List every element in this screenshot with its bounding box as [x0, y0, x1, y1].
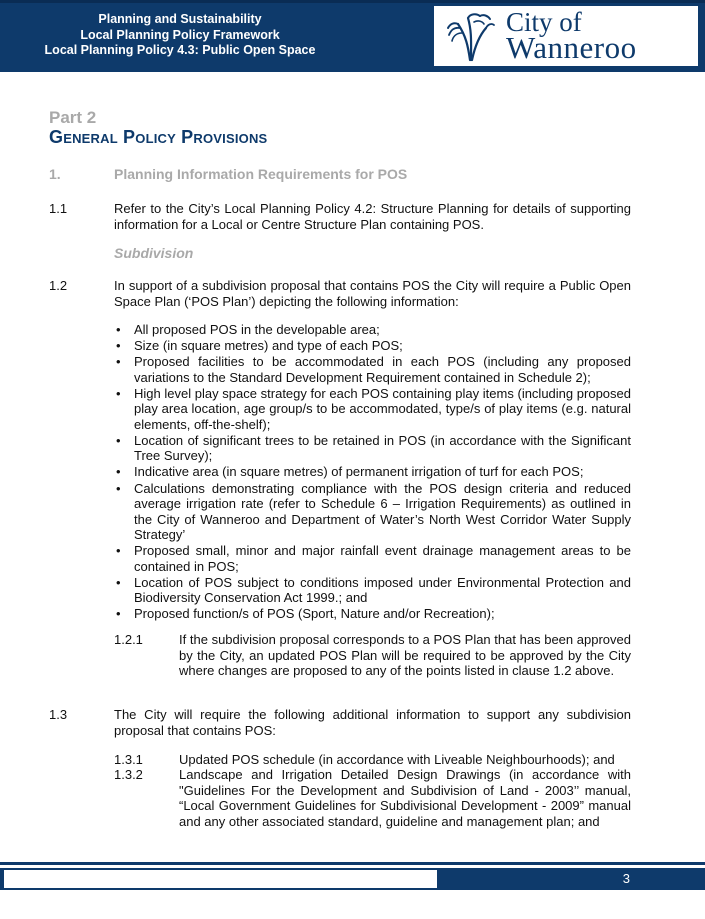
list-item	[114, 481, 631, 543]
swan-plume-logo-icon	[444, 10, 496, 62]
list-item-text: High level play space strategy for each POS containing play items (including proposed play area location, age group/s to be accommodated, type/s of play items (e.g. natural elements, off-the-shelf);	[134, 385, 631, 432]
bullet-icon: •	[116, 385, 121, 401]
list-item-text: Calculations demonstrating compliance with the POS design criteria and reduced average irrigation rate (refer to Schedule 6 – Irrigation Requirements) as outlined in the City of Wanneroo and Department of Water’s North West Corridor Water Supply Strategy’	[134, 480, 631, 543]
city-logo	[434, 6, 698, 66]
list-item-text: Proposed facilities to be accommodated in each POS (including any proposed variations to the Standard Development Requirement contained in Schedule 2);	[134, 354, 631, 385]
part-label: Part 2	[49, 108, 97, 127]
header-top-rule	[0, 0, 705, 3]
list-item-text: Location of POS subject to conditions imposed under Environmental Protection and Biodiversity Conservation Act 1999.; and	[134, 574, 631, 606]
list-item-text: Indicative area (in square metres) of permanent irrigation of turf for each POS;	[134, 464, 584, 480]
bullet-icon: •	[116, 322, 121, 337]
list-item	[114, 322, 631, 338]
clause-1-2-number: 1.2	[49, 278, 68, 293]
list-item-text: Location of significant trees to be retained in POS (in accordance with the Significant Tree Survey);	[134, 432, 631, 464]
clause-1-3-number: 1.3	[49, 707, 68, 722]
page-header	[0, 0, 705, 72]
list-item	[114, 575, 631, 606]
bullet-icon: •	[116, 480, 121, 496]
list-item-text: All proposed POS in the developable area;	[134, 322, 380, 337]
footer-panel	[4, 870, 437, 888]
list-item	[114, 433, 631, 464]
list-item-text: Proposed small, minor and major rainfall event drainage management areas to be contained in POS;	[134, 543, 631, 574]
bullet-icon: •	[116, 574, 121, 590]
header-titles	[0, 12, 360, 59]
header-line-policy: Local Planning Policy 4.3: Public Open Space	[44, 43, 316, 57]
list-item-text: Proposed function/s of POS (Sport, Nature and/or Recreation);	[134, 606, 495, 622]
bullet-icon: •	[116, 432, 121, 448]
clause-1-3-text: The City will require the following additional information to support any subdivision proposal that contains POS:	[114, 707, 631, 738]
logo-text-city-of: City of	[506, 7, 582, 37]
heading-1-text: Planning Information Requirements for POS	[114, 166, 408, 182]
bullet-icon: •	[116, 354, 121, 370]
clause-1-1-text: Refer to the City’s Local Planning Policy 4.2: Structure Planning for details of supporting information for a Local or Centre Structure Plan containing POS.	[114, 201, 631, 232]
header-line-department: Planning and Sustainability	[98, 12, 262, 26]
page-footer	[0, 868, 705, 890]
list-item	[114, 543, 631, 574]
bullet-icon: •	[116, 464, 121, 480]
clause-1-3-2-number: 1.3.2	[114, 767, 143, 782]
footer-rule	[0, 862, 705, 865]
clause-1-1-number: 1.1	[49, 201, 68, 216]
clause-1-2-1-text: If the subdivision proposal corresponds to a POS Plan that has been approved by the City, an updated POS Plan will be required to be approved by the City where changes are proposed to any of the points listed in clause 1.2 above.	[179, 632, 631, 678]
list-item-text: Size (in square metres) and type of each POS;	[134, 338, 403, 354]
clause-1-3-2-text: Landscape and Irrigation Detailed Design Drawings (in accordance with "Guidelines For the Development and Subdivision of Land - 2003’’ manual, “Local Government Guidelines for Subdivisional Development - 2009” manual and any other associated standard, guideline and management plan; and	[179, 767, 631, 829]
list-item	[114, 386, 631, 433]
logo-text-wanneroo: Wanneroo	[506, 30, 637, 65]
list-item	[114, 464, 631, 480]
bullet-icon: •	[116, 338, 121, 354]
clause-1-3-1-text: Updated POS schedule (in accordance with Liveable Neighbourhoods); and	[179, 752, 615, 767]
section-title: General Policy Provisions	[49, 127, 268, 147]
list-item	[114, 606, 631, 622]
list-item	[114, 354, 631, 385]
bullet-icon: •	[116, 606, 121, 622]
page-number: 3	[622, 871, 630, 886]
heading-1-number: 1.	[49, 166, 61, 182]
list-item	[114, 338, 631, 354]
bullet-icon: •	[116, 543, 121, 559]
header-line-framework: Local Planning Policy Framework	[80, 27, 280, 42]
pos-plan-requirements-list	[114, 322, 631, 622]
clause-1-2-text: In support of a subdivision proposal that contains POS the City will require a Public Open Space Plan (‘POS Plan’) depicting the following information:	[114, 278, 631, 309]
clause-1-3-1-number: 1.3.1	[114, 752, 143, 767]
clause-1-2-1-number: 1.2.1	[114, 632, 143, 647]
subheading-subdivision: Subdivision	[114, 245, 194, 261]
